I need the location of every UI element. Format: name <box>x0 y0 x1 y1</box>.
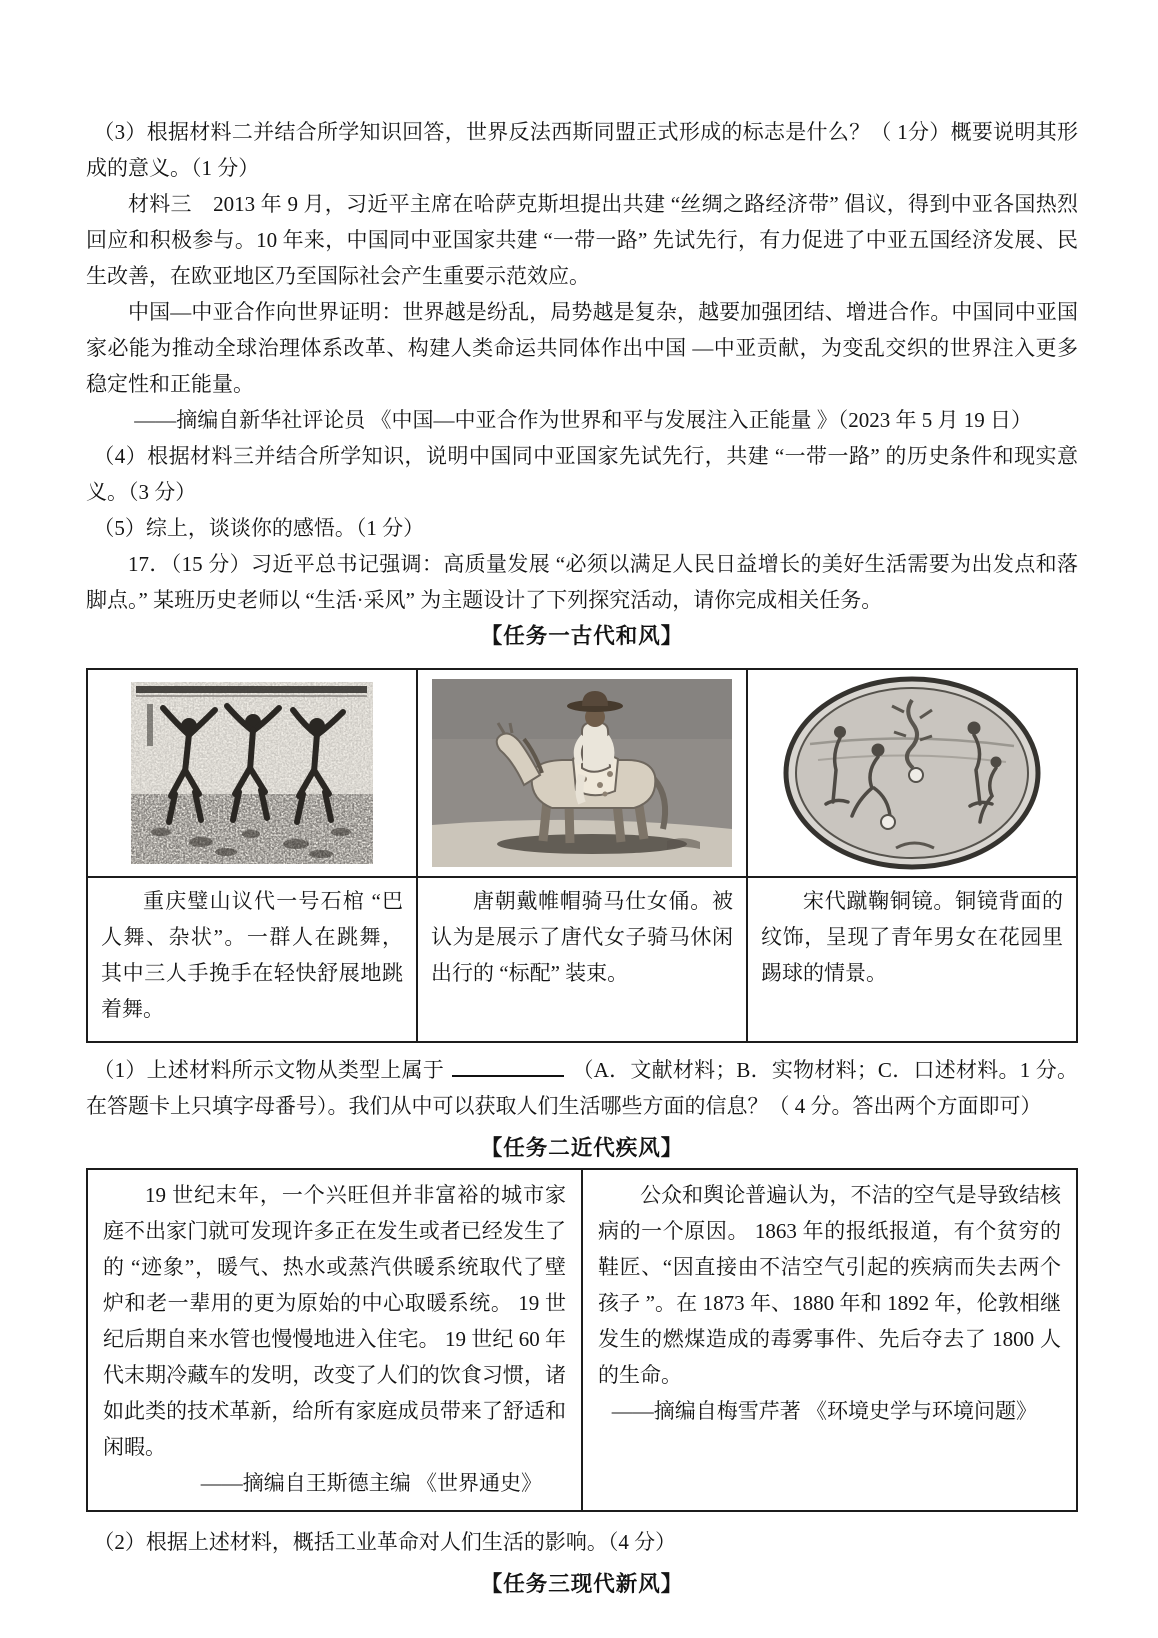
task1-image-cell-2 <box>417 669 747 877</box>
task1-caption-cell-1 <box>87 877 417 1042</box>
task2-header: 【任务二近代疾风】 <box>480 1136 684 1160</box>
task3-header: 【任务三现代新风】 <box>480 1572 684 1596</box>
stone-coffin-rubbing-image <box>131 682 373 864</box>
question-17-1 <box>86 1052 1078 1124</box>
answer-blank <box>452 1072 564 1077</box>
tang-figurine-image <box>432 679 732 867</box>
task1-caption-cell-3 <box>747 877 1077 1042</box>
material-3-source: ——摘编自新华社评论员 《中国—中亚合作为世界和平与发展注入正能量 》（2023 年 5 月 19 日） <box>134 408 1032 432</box>
task1-caption-2: 唐朝戴帷帽骑马仕女俑。被认为是展示了唐代女子骑马休闲出行的 “标配” 装束。 <box>431 889 733 985</box>
task1-caption-row <box>87 877 1077 1042</box>
task2-left-cell <box>87 1169 582 1511</box>
task1-header: 【任务一古代和风】 <box>480 624 684 648</box>
question-16-5: （5）综上，谈谈你的感悟。（1 分） <box>93 516 425 540</box>
task1-caption-1: 重庆璧山议代一号石棺 “巴人舞、杂状”。一群人在跳舞，其中三人手挽手在轻快舒展地跳着舞。 <box>101 889 403 1021</box>
question-17-intro: 17．（15 分）习近平总书记强调：高质量发展 “必须以满足人民日益增长的美好生活需要为出发点和落脚点。” 某班历史老师以 “生活·采风” 为主题设计了下列探究活动，请你完成相关任务。 <box>86 552 1078 612</box>
question-17-2: （2）根据上述材料，概括工业革命对人们生活的影响。（4 分） <box>93 1530 677 1554</box>
material-3-paragraph-1: 材料三 2013 年 9 月，习近平主席在哈萨克斯坦提出共建 “丝绸之路经济带” 倡议，得到中亚各国热烈回应和积极参与。10 年来，中国同中亚国家共建 “一带一路” 先试先行，有力促进了中亚五国经济发展、民生改善，在欧亚地区乃至国际社会产生重要示范效应。 <box>86 192 1078 288</box>
task2-material-table <box>86 1168 1078 1512</box>
task2-left-text: 19 世纪末年，一个兴旺但并非富裕的城市家庭不出家门就可发现许多正在发生或者已经发生了的 “迹象”，暖气、热水或蒸汽供暖系统取代了壁炉和老一辈用的更为原始的中心取暖系统。 19 世纪后期自来水管也慢慢地进入住宅。 19 世纪 60 年代末期冷藏车的发明，改变了人们的饮食习惯，诸如此类的技术革新，给所有家庭成员带来了舒适和闲暇。 <box>103 1183 566 1459</box>
task2-right-text: 公众和舆论普遍认为，不洁的空气是导致结核病的一个原因。 1863 年的报纸报道，有个贫穷的鞋匠、“因直接由不洁空气引起的疾病而失去两个孩子 ”。在 1873 年、1880 年和 1892 年，伦敦相继发生的燃煤造成的毒雾事件、先后夺去了 1800 人的生命。 <box>598 1183 1061 1387</box>
task2-left-source: ——摘编自王斯德主编 《世界通史》 <box>200 1471 542 1495</box>
bronze-mirror-image <box>778 674 1046 872</box>
material-3-paragraph-2: 中国—中亚合作向世界证明：世界越是纷乱，局势越是复杂，越要加强团结、增进合作。中国同中亚国家必能为推动全球治理体系改革、构建人类命运共同体作出中国 —中亚贡献，为变乱交织的世界注入更多稳定性和正能量。 <box>86 300 1078 396</box>
question-16-4: （4）根据材料三并结合所学知识，说明中国同中亚国家先试先行，共建 “一带一路” 的历史条件和现实意义。（3 分） <box>86 444 1078 504</box>
task1-image-cell-3 <box>747 669 1077 877</box>
question-17-1-text-pre: （1）上述材料所示文物从类型上属于 <box>93 1058 445 1082</box>
task1-artifact-table <box>86 668 1078 1043</box>
question-17-1-text-post: （A．文献材料；B．实物材料；C．口述材料。1 分。在答题卡上只填字母番号）。我们从中可以获取人们生活哪些方面的信息？（ 4 分。答出两个方面即可） <box>86 1058 1078 1118</box>
task1-caption-3: 宋代蹴鞠铜镜。铜镜背面的纹饰，呈现了青年男女在花园里踢球的情景。 <box>761 889 1063 985</box>
task2-right-source: ——摘编自梅雪芹著 《环境史学与环境问题》 <box>611 1399 1037 1423</box>
task1-caption-cell-2 <box>417 877 747 1042</box>
task1-image-cell-1 <box>87 669 417 877</box>
task2-right-cell <box>582 1169 1077 1511</box>
task1-image-row <box>87 669 1077 877</box>
question-16-3: （3）根据材料二并结合所学知识回答，世界反法西斯同盟正式形成的标志是什么？（ 1分）概要说明其形成的意义。（1 分） <box>86 120 1078 180</box>
task2-row <box>87 1169 1077 1511</box>
